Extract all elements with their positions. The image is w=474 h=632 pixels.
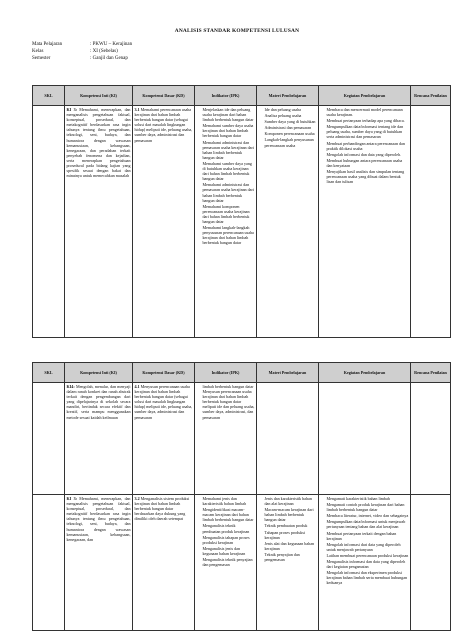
meta-label: Semester — [32, 55, 51, 61]
list-item: • Menjelaskan ide dan peluang usaha kerajinan dari bahan limbah berbentuk bangun datar — [203, 107, 255, 122]
list-item: • Menyusun perencanaan usaha kerajinan dari bahan limbah berbentuk bangun datar meliputi ide dan peluang usaha, sumber daya, administrasi, dan pemasaran — [203, 389, 255, 420]
ipk-cell — [195, 383, 257, 495]
ki-code: KI4: — [66, 384, 75, 389]
ipk-cell — [195, 106, 257, 338]
list-item: • Tahapan proses produksi kerajinan — [265, 530, 317, 540]
header-ipk: Indikator (IPK) — [195, 363, 257, 383]
table-row — [33, 383, 451, 495]
list-item: • Membuat pertanyaan terhadap apa yang dibaca. — [327, 118, 409, 123]
table-row — [33, 495, 451, 631]
penilaian-cell — [411, 495, 451, 631]
meta-value: : XI (Sebelas) — [90, 48, 118, 54]
list-item: • Membaca dan mencermati model perencanaan usaha kerajinan. — [327, 107, 409, 117]
list-item: • Jenis dan karakteristik bahan dan alat kerajinan — [265, 496, 317, 506]
list-item: • Mengolah informasi dan eksperimen produksi kerajinan bahan limbah serta membuat hubungan keduanya — [327, 570, 409, 585]
list-item: • Mengamati karakteristik bahan limbah — [327, 496, 409, 501]
list-item: • Membuat perbandingan antara perencanaan dan praktik dilokasi usaha — [327, 141, 409, 151]
ki-code: KI 3: — [66, 107, 77, 112]
header-penilaian: Rencana Penilaian — [411, 86, 451, 106]
header-penilaian: Rencana Penilaian — [411, 363, 451, 383]
kd-code: 4.1 — [134, 384, 140, 389]
ipk-continued-text: limbah berbentuk bangun datar — [202, 384, 254, 389]
ipk-cell — [195, 495, 257, 631]
kd-code: 3.2 — [134, 496, 140, 501]
meta-value: : Ganjil dan Genap — [90, 55, 128, 61]
kegiatan-cell — [319, 495, 411, 631]
header-skl: SKL — [33, 86, 65, 106]
kd-text: Menyusun perencanaan usaha kerajinan dari bahan limbah berbentuk bangun datar (sebagai solusi dari masalah lingkungan hidup) meliputi ide, peluang usaha, sumber daya, administrasi dan pemasaran — [134, 384, 193, 420]
table-header-row — [33, 86, 451, 106]
list-item: • Membaca literatur, internet, video dan sebagainya — [327, 513, 409, 518]
list-item: • Menganalisis informasi dan data yang diperoleh dari kegiatan pengamatan — [327, 559, 409, 569]
header-ki: Kompetensi Inti (KI) — [65, 86, 133, 106]
ki-text: Mengolah, menalar, dan menyaji dalam ranah konkret dan ranah abstrak terkait dengan pengembangan dari yang dipelajarinya di sekolah secara mandiri, bertindak secara efektif dan kreatif, serta mampu menggunakan metode sesuai kaidah keilmuan — [66, 384, 131, 420]
competency-table-page-1 — [32, 85, 451, 338]
meta-class — [32, 49, 132, 56]
header-kd: Kompetensi Dasar (KD) — [133, 86, 195, 106]
list-item: • Jenis alat dan kegunaan bahan kerajinan — [265, 541, 317, 551]
header-skl: SKL — [33, 363, 65, 383]
meta-subject — [32, 42, 132, 49]
materi-cell — [257, 383, 319, 495]
list-item: • Memahami sumber daya yang di butuhkan usaha kerajinan dari bahan limbah berbentuk bangun datar — [203, 161, 255, 181]
list-item: • Menganalisis jenis dan kegunaan bahan kerajinan — [203, 546, 255, 556]
list-item: • Menganalisis teknik pembuatan produk kerajinan — [203, 523, 255, 533]
list-item: • Teknik pembuatan produk — [265, 523, 317, 528]
list-item: • Latihan membuat perencanaan produksi kerajinan — [327, 553, 409, 558]
competency-table-page-2 — [32, 362, 451, 631]
list-item: • Mengumpulkan data/informasi tentang ide dan peluang usaha, sumber daya yang di butuhkan serta administrasi dan pemasaran — [327, 124, 409, 139]
kd-text: Menganalisis sistem produksi kerajinan dari bahan limbah berbentuk bangun datar berdasarkan daya dukung yang dimiliki oleh daerah setempat — [134, 496, 190, 522]
list-item: • Membuat pertanyaan terkait dengan bahan kerajinan — [327, 531, 409, 541]
list-item: • Mengolah informasi dari data yang diperoleh untuk menjawab pertanyaan — [327, 542, 409, 552]
document-meta — [32, 42, 132, 62]
list-item: • Memahami jenis dan karakteristik bahan limbah — [203, 496, 255, 506]
list-item: • Sumber daya yang di butuhkan — [265, 119, 317, 124]
list-item: • Macam-macam kerajinan dari bahan limbah berbentuk bangun datar — [265, 507, 317, 522]
list-item: • Analisa peluang usaha — [265, 113, 317, 118]
document-title: ANALISIS STANDAR KOMPETENSI LULUSAN — [174, 28, 300, 34]
meta-label: Kelas — [32, 48, 44, 54]
header-ki: Kompetensi Inti (KI) — [65, 363, 133, 383]
list-item: • Mengamati contoh produk kerajinan dari bahan limbah berbentuk bangun datar — [327, 502, 409, 512]
meta-semester — [32, 56, 132, 63]
skl-cell — [33, 495, 65, 631]
list-item: • Ide dan peluang usaha — [265, 107, 317, 112]
kd-cell — [133, 383, 195, 495]
kd-cell — [133, 495, 195, 631]
list-item: • Menganalisis tahapan proses produksi kerajinan — [203, 535, 255, 545]
kd-cell — [133, 106, 195, 338]
list-item: • Memahami administrasi dan pemasaran usaha kerajinan dari bahan limbah berbentuk bangun datar — [203, 140, 255, 160]
list-item: • Komponen perencanaan usaha — [265, 131, 317, 136]
header-materi: Materi Pembelajaran — [257, 86, 319, 106]
header-kegiatan: Kegiatan Pembelajaran — [319, 363, 411, 383]
list-item: • Membuat hubungan antara perencanaan usaha dan kenyataan — [327, 158, 409, 168]
ki-cell — [65, 106, 133, 338]
header-kd: Kompetensi Dasar (KD) — [133, 363, 195, 383]
kegiatan-cell — [319, 106, 411, 338]
header-ipk: Indikator (IPK) — [195, 86, 257, 106]
ki-code: KI 3: — [66, 496, 77, 501]
list-item: • Memahami langkah-langkah penyusunan perencanaan usaha kerajinan dari bahan limbah berbentuk bangun datar — [203, 225, 255, 245]
header-kegiatan: Kegiatan Pembelajaran — [319, 86, 411, 106]
ki-cell — [65, 383, 133, 495]
list-item: • Memahami sumber daya usaha kerajinan dari bahan limbah berbentuk bangun datar — [203, 123, 255, 138]
header-materi: Materi Pembelajaran — [257, 363, 319, 383]
list-item: • Langkah-langkah penyusunan perencanaan usaha — [265, 137, 317, 147]
meta-value: : PKWU – Kerajinan — [90, 42, 133, 47]
kd-text: Memahami perencanaan usaha kerajinan dari bahan limbah berbentuk bangun datar (sebagai solusi dari masalah lingkungan hidup) meliputi ide, peluang usaha, sumber daya, administrasi dan pemasaran — [134, 107, 193, 143]
list-item: • Teknik penyajian dan pengemasan — [265, 552, 317, 562]
kegiatan-cell — [319, 383, 411, 495]
list-item: • Administrasi dan pemasaran — [265, 125, 317, 130]
kd-code: 3.1 — [134, 107, 140, 112]
ki-text: Memahami, menerapkan, dan menganalisis pengetahuan faktual, konseptual, prosedural, dan metakognitif berdasarkan rasa ingin tahunya tentang ilmu pengetahuan, teknologi, seni, budaya, dan humaniora dengan wawasan kemanusiaan, kebangsaan, kenegaraan, dan peradaban terkait penyebab fenomena dan kejadian, serta menerapkan pengetahuan prosedural pada bidang kajian yang spesifik sesuai dengan bakat dan minatnya untuk memecahkan masalah — [66, 107, 131, 179]
list-item: • Menyajikan hasil analisis dan simpulan tentang perencanaan usaha yang dibuat dalam bentuk lisan dan tulisan — [327, 169, 409, 184]
penilaian-cell — [411, 383, 451, 495]
penilaian-cell — [411, 106, 451, 338]
list-item: • Mengumpulkan data/informasi untuk menjawab pertanyaan tentang bahan dan alat kerajinan — [327, 519, 409, 529]
meta-label: Mata Pelajaran — [32, 42, 63, 47]
list-item: • Mengolah informasi dan data yang diperoleh. — [327, 152, 409, 157]
materi-cell — [257, 495, 319, 631]
skl-cell — [33, 106, 65, 338]
ki-text: Memahami, menerapkan, dan menganalisis pengetahuan faktual, konseptual, prosedural, dan metakognitif berdasarkan rasa ingin tahunya tentang ilmu pengetahuan, teknologi, seni, budaya, dan humaniora dengan wawasan kemanusiaan, kebangsaan, kenegaraan, dan — [66, 496, 131, 542]
table-header-row — [33, 363, 451, 383]
skl-cell — [33, 383, 65, 495]
materi-cell — [257, 106, 319, 338]
list-item: • Menganalisis teknik penyajian dan pengemasan — [203, 557, 255, 567]
list-item: • Mengidentifikasi macam-macam kerajinan dari bahan limbah berbentuk bangun datar — [203, 507, 255, 522]
table-row — [33, 106, 451, 338]
ki-cell — [65, 495, 133, 631]
list-item: • Memahami administrasi dan pemasaran usaha kerajinan dari bahan limbah berbentuk bangun datar — [203, 182, 255, 202]
list-item: • Memahami komponen perencanaan usaha kerajinan dari bahan limbah berbentuk bangun datar — [203, 204, 255, 224]
